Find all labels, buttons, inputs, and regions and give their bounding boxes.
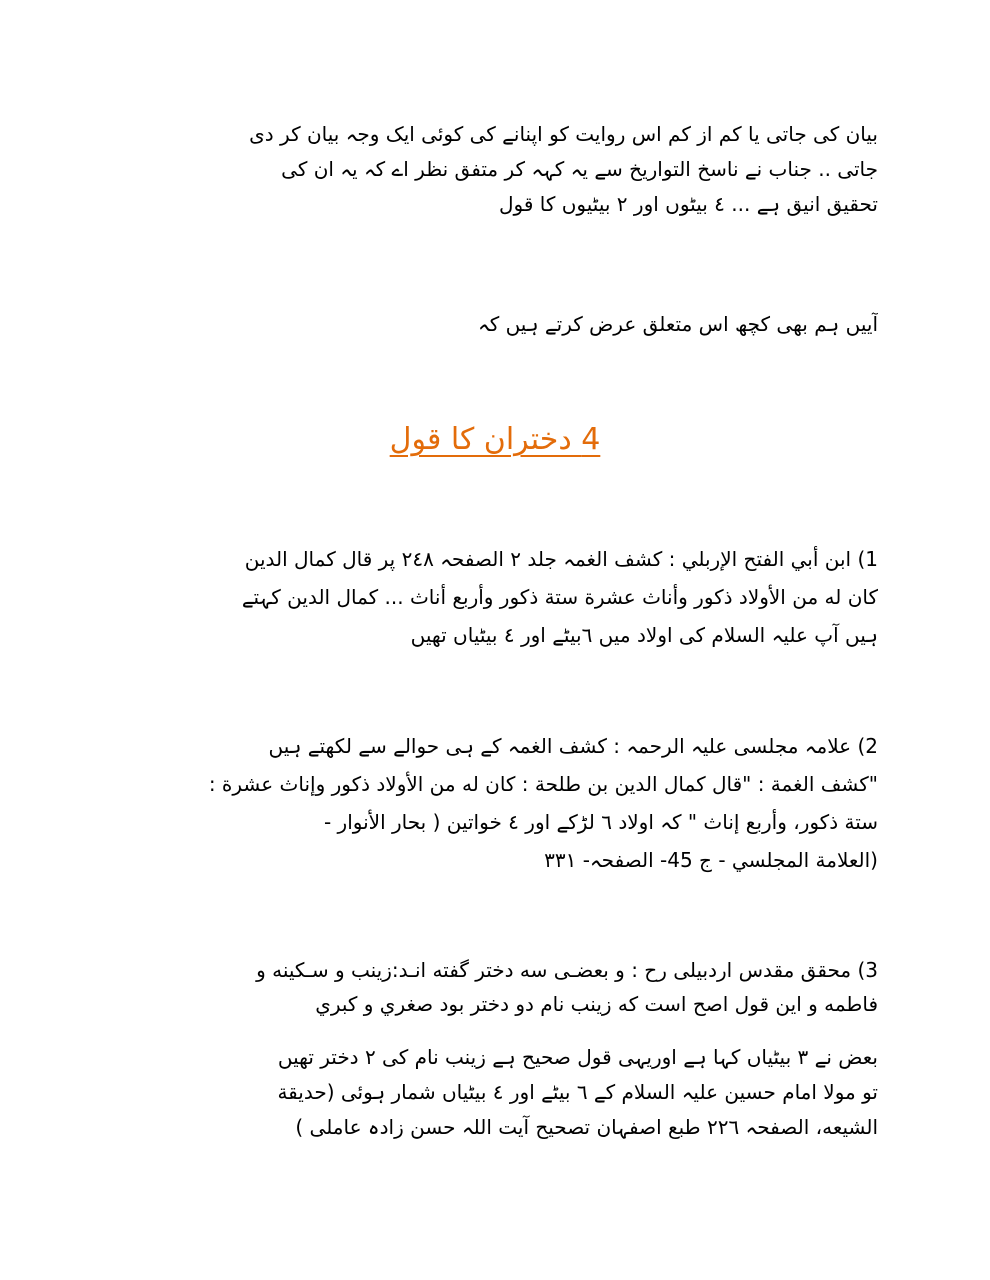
paragraph-line: جاتی .. جناب نے ناسخ التواریخ سے یہ کہہ کر متفق نظر اے کہ یہ ان کی bbox=[281, 157, 878, 181]
section-heading: 4 دختران کا قول bbox=[389, 422, 601, 457]
paragraph-line: فاطمه و این قول اصح است که زينب نام دو دختر بود صغري و کبري bbox=[315, 992, 878, 1016]
paragraph-line: بیان کی جاتی یا کم از کم اس روایت کو اپنانے کی کوئی ایک وجہ بیان کر دی bbox=[249, 122, 878, 146]
paragraph-line: بعض نے ٣ بیٹیاں کہا ہے اوریہی قول صحیح ہے زینب نام کی ٢ دختر تھیں bbox=[277, 1045, 878, 1069]
quote-3-paragraph bbox=[122, 953, 878, 1021]
paragraph-line: كان له من الأولاد ذكور وأناث عشرة ستة ذكور وأربع أناث ... کمال الدین کہتے bbox=[241, 585, 878, 609]
paragraph-line: آییں ہم بھی کچھ اس متعلق عرض کرتے ہیں کہ bbox=[477, 312, 878, 336]
paragraph-line: ستة ذكور، وأربع إناث " کہ اولاد ٦ لڑکے اور ٤ خواتین ( بحار الأنوار - bbox=[323, 810, 878, 834]
quote-1-paragraph bbox=[122, 540, 878, 654]
quote-2-paragraph bbox=[122, 727, 878, 879]
quote-3-commentary-paragraph bbox=[122, 1040, 878, 1145]
paragraph-line: 2) علامہ مجلسی علیہ الرحمہ : کشف الغمہ کے ہی حوالے سے لکھتے ہیں bbox=[268, 734, 878, 758]
intro-paragraph bbox=[122, 117, 878, 222]
paragraph-line: 1) ابن أبي الفتح الإربلي : کشف الغمہ جلد ٢ الصفحہ ٢٤٨ پر قال کمال الدين bbox=[244, 547, 878, 571]
paragraph-line: تو مولا امام حسین علیہ السلام کے ٦ بیٹے اور ٤ بیٹیاں شمار ہوئی (حدیقة bbox=[277, 1080, 878, 1104]
paragraph-line: "كشف الغمة : "قال كمال الدين بن طلحة : كان له من الأولاد ذكور وإناث عشرة : bbox=[208, 772, 878, 796]
paragraph-line: الشیعه، الصفحہ ٢٢٦ طبع اصفہان تصحیح آیت اللہ حسن زادہ عاملی ) bbox=[295, 1115, 878, 1139]
paragraph-line: 3) محقق مقدس اردبیلی رح : و بعضـی سه دختر گفته انـد:زینب و سـکینه و bbox=[256, 958, 878, 982]
paragraph-line: (العلامة المجلسي - ج 45- الصفحہ- ٣٣١ bbox=[544, 848, 878, 872]
paragraph-line: تحقیق انیق ہے ... ٤ بیٹوں اور ٢ بیٹیوں کا قول bbox=[498, 192, 878, 216]
paragraph-line: ہیں آپ علیہ السلام کی اولاد میں ٦بیٹے اور ٤ بیٹیاں تھیں bbox=[410, 623, 878, 647]
invite-paragraph bbox=[122, 307, 878, 342]
